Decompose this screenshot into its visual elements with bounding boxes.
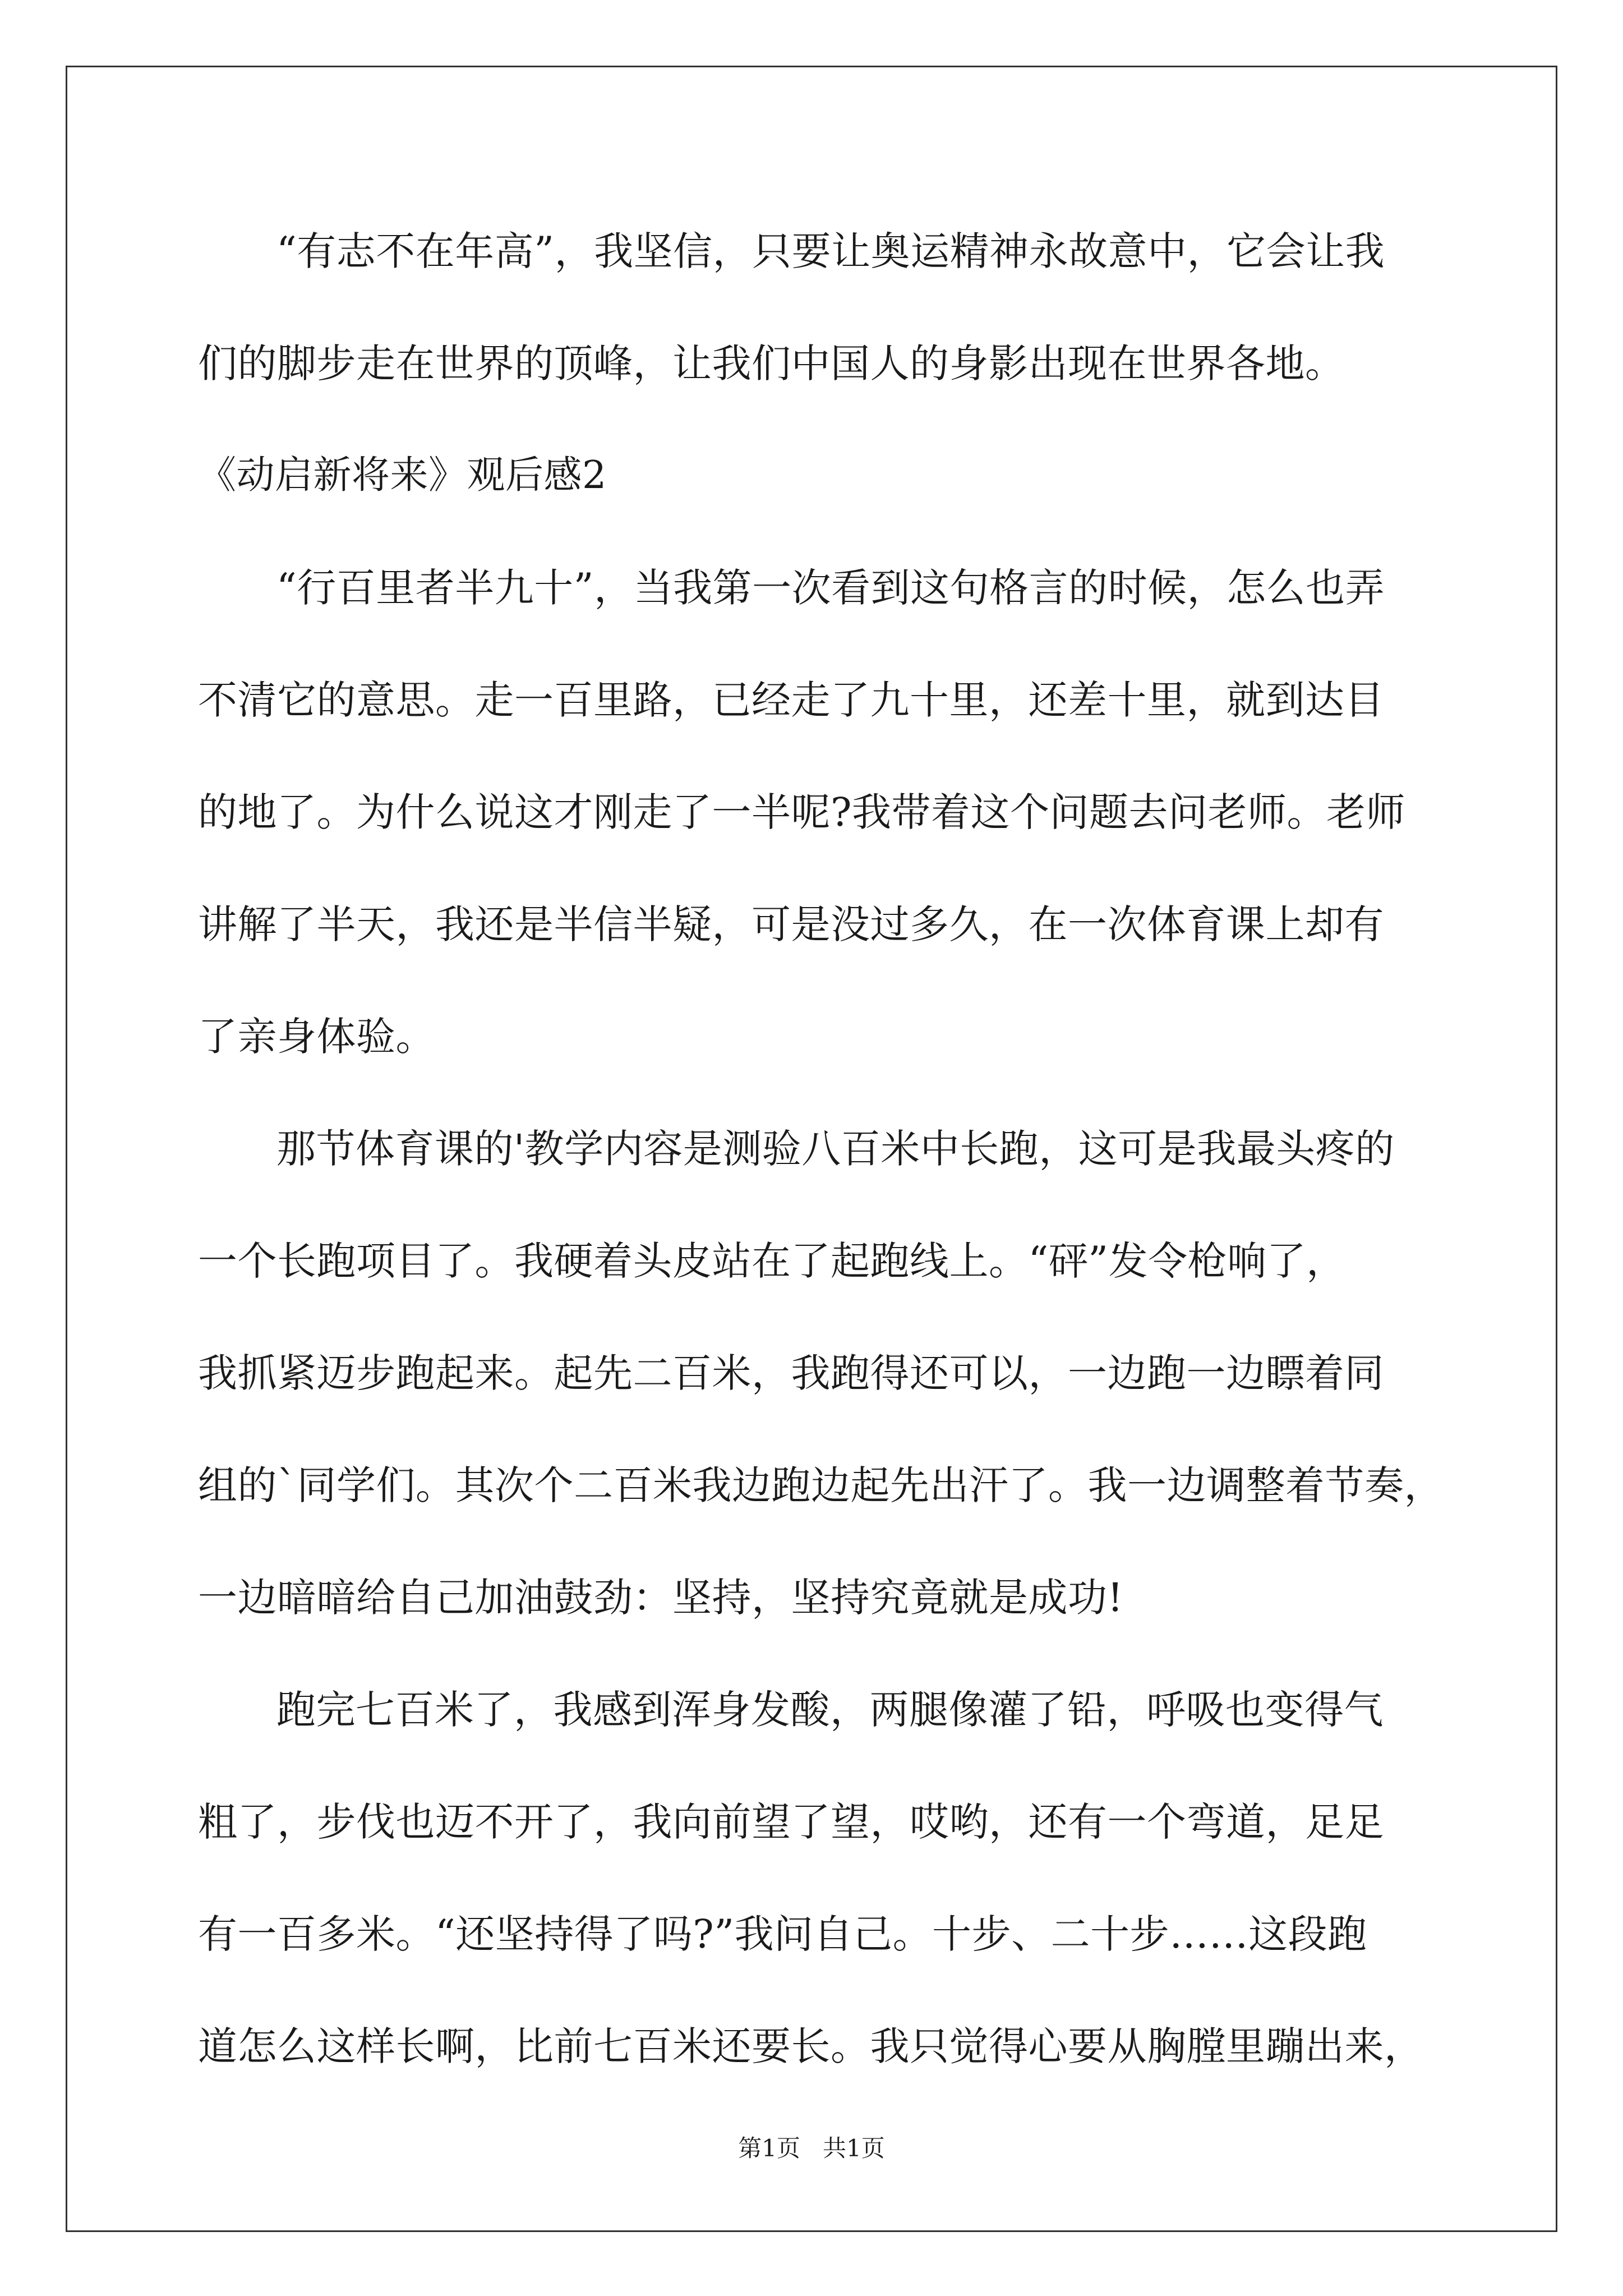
text-line: 我抓紧迈步跑起来。起先二百米，我跑得还可以，一边跑一边瞟着同 (198, 1350, 1384, 1396)
page-number-current: 第1页 (738, 2134, 800, 2162)
text-line: “有志不在年高”，我坚信，只要让奥运精神永故意中，它会让我 (276, 228, 1385, 274)
text-line: 有一百多米。“还坚持得了吗?”我问自己。十步、二十步……这段跑 (198, 1911, 1367, 1957)
text-line: 的地了。为什么说这才刚走了一半呢?我带着这个问题去问老师。老师 (198, 789, 1406, 835)
text-line: “行百里者半九十”，当我第一次看到这句格言的时候，怎么也弄 (276, 565, 1385, 611)
page-number-total: 共1页 (823, 2134, 885, 2162)
text-line: 讲解了半天，我还是半信半疑，可是没过多久，在一次体育课上却有 (198, 901, 1384, 947)
page-footer (0, 2132, 1623, 2165)
section-heading: 《动启新将来》观后感2 (198, 453, 607, 498)
text-line: 粗了，步伐也迈不开了，我向前望了望，哎哟，还有一个弯道，足足 (198, 1799, 1384, 1845)
text-line: 道怎么这样长啊，比前七百米还要长。我只觉得心要从胸膛里蹦出来， (198, 2023, 1424, 2069)
text-line: 了亲身体验。 (198, 1014, 435, 1060)
text-line: 跑完七百米了，我感到浑身发酸，两腿像灌了铅，呼吸也变得气 (276, 1687, 1384, 1733)
text-line: 一边暗暗给自己加油鼓劲：坚持，坚持究竟就是成功! (198, 1575, 1124, 1621)
text-line: 们的脚步走在世界的顶峰，让我们中国人的身影出现在世界各地。 (198, 341, 1345, 386)
text-line: 组的`同学们。其次个二百米我边跑边起先出汗了。我一边调整着节奏， (198, 1462, 1444, 1508)
document-body (198, 218, 1444, 2125)
text-line: 那节体育课的'教学内容是测验八百米中长跑，这可是我最头疼的 (276, 1126, 1395, 1172)
text-line: 一个长跑项目了。我硬着头皮站在了起跑线上。“砰”发令枪响了， (198, 1238, 1346, 1284)
text-line: 不清它的意思。走一百里路，已经走了九十里，还差十里，就到达目 (198, 677, 1384, 723)
